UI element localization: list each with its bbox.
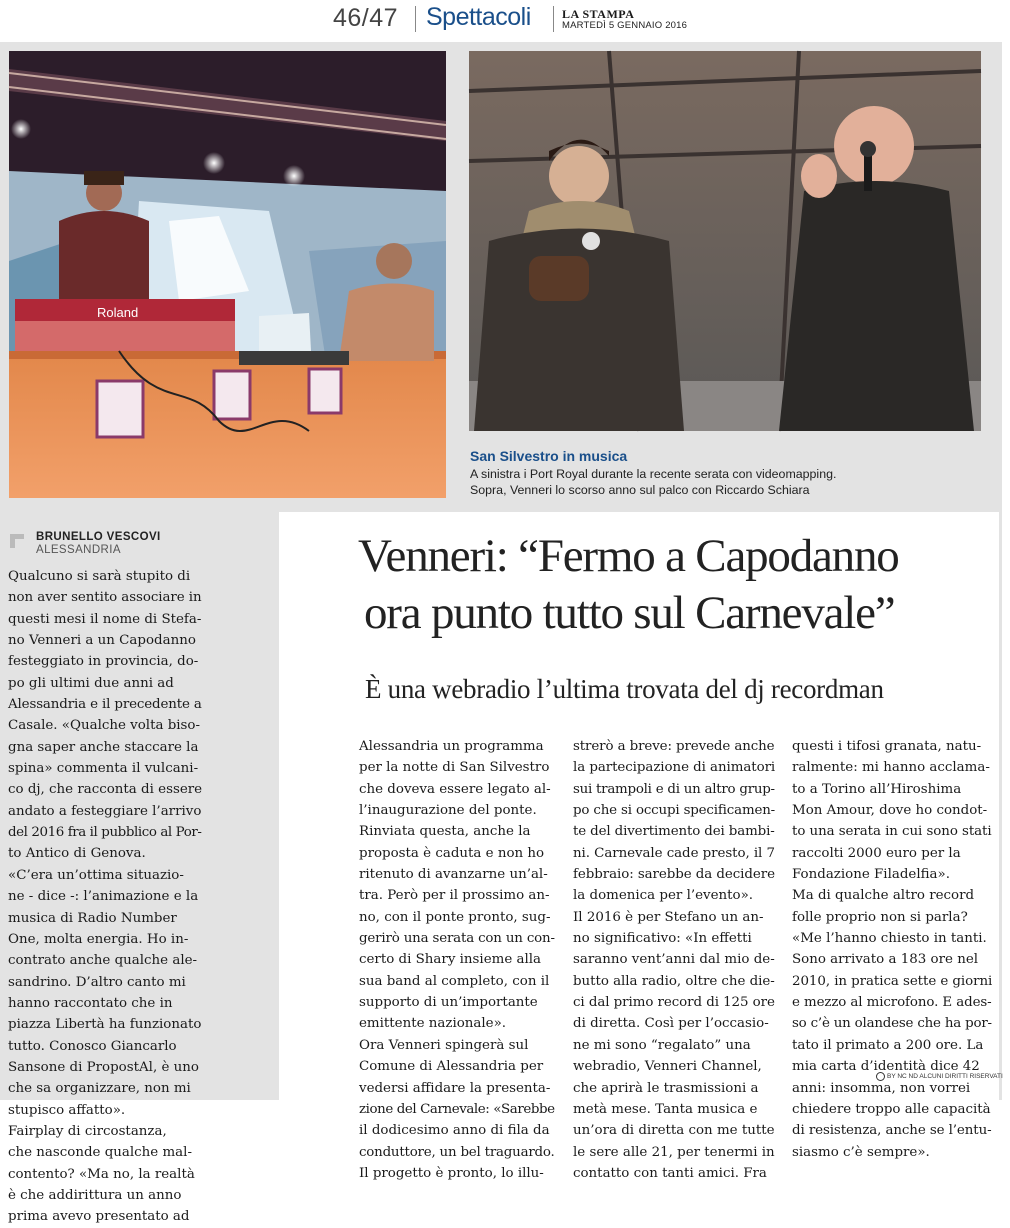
text-line: no, con il ponte pronto, sug- — [359, 909, 551, 925]
text-line: sua band al completo, con il — [359, 973, 550, 989]
two-men-on-stage-icon — [469, 51, 981, 431]
text-line: Mon Amour, dove ho condot- — [792, 803, 988, 819]
text-line: so c’è un olandese che ha por- — [792, 1016, 992, 1032]
caption-text: Sopra, Venneri lo scorso anno sul palco con Riccardo Schiara — [470, 483, 810, 497]
text-line: supporto di un’importante — [359, 995, 538, 1011]
section-title: Spettacoli — [426, 3, 531, 31]
header-divider — [415, 6, 416, 32]
text-line: questi mesi il nome di Stefa- — [8, 611, 202, 627]
text-line: gna saper anche staccare la — [8, 739, 199, 755]
text-line: saranno vent’anni dal mio de- — [573, 952, 775, 968]
text-line: no Venneri a un Capodanno — [8, 633, 196, 649]
issue-date: MARTEDÌ 5 GENNAIO 2016 — [562, 20, 688, 31]
text-line: festeggiato in provincia, do- — [8, 654, 199, 670]
page-numbers: 46/47 — [333, 4, 399, 32]
text-line: febbraio: sarebbe da decidere — [573, 867, 775, 883]
text-line: di resistenza, anche se l’entu- — [792, 1123, 992, 1139]
text-line: Casale. «Qualche volta biso- — [8, 718, 201, 734]
keyboard-brand: Roland — [97, 305, 139, 320]
text-line: Qualcuno si sarà stupito di — [8, 569, 191, 584]
text-line: to a Torino all’Hiroshima — [792, 781, 962, 797]
text-line: che sa organizzare, non mi — [8, 1081, 191, 1097]
text-line: che doveva essere legato al- — [359, 781, 551, 797]
text-line: il dodicesimo anno di fila da — [359, 1123, 550, 1139]
text-line: One, molta energia. Ho in- — [8, 931, 189, 947]
text-line: sandrino. D’altro canto mi — [8, 974, 186, 990]
text-line: di diretta. Così per l’occasio- — [573, 1016, 769, 1032]
text-line: ni. Carnevale cade presto, il 7 — [573, 845, 775, 861]
text-line: tra. Però per il prossimo an- — [359, 888, 550, 904]
text-line: strerò a breve: prevede anche — [573, 739, 775, 754]
text-line: tutto. Conosco Giancarlo — [8, 1038, 177, 1054]
text-line: è che addirittura un anno — [8, 1187, 182, 1203]
text-line: Il 2016 è per Stefano un an- — [573, 909, 764, 925]
text-line: sui trampoli e di un altro grup- — [573, 781, 775, 797]
text-line: la partecipazione di animatori — [573, 760, 776, 776]
copyright-notice — [876, 1072, 1003, 1081]
text-line: no significativo: «In effetti — [573, 931, 752, 947]
text-line: ci dal primo record di 125 ore — [573, 995, 775, 1011]
text-line: webradio, Venneri Channel, — [573, 1059, 762, 1075]
byline-corner-mark — [10, 534, 24, 548]
text-line: gerirò una serata con un con- — [359, 931, 555, 947]
text-line: questi i tifosi granata, natu- — [792, 739, 982, 754]
text-line: mia carta d’identità dice 42 — [792, 1059, 980, 1075]
text-line: tato il primato a 200 ore. La — [792, 1037, 984, 1053]
text-line: piazza Libertà ha funzionato — [8, 1017, 202, 1033]
masthead: LA STAMPA — [562, 7, 635, 21]
text-line: «C’era un’ottima situazio- — [8, 867, 184, 883]
text-line: contrato anche qualche ale- — [8, 953, 198, 969]
text-line: prima avevo presentato ad — [8, 1209, 190, 1225]
caption-text: A sinistra i Port Royal durante la recente serata con videomapping. — [470, 467, 837, 481]
text-line: certo di Shary insieme alla — [359, 952, 542, 968]
text-line: folle proprio non si parla? — [792, 909, 968, 925]
photo-port-royal-stage — [9, 51, 446, 498]
text-line: contento? «Ma no, la realtà — [8, 1166, 195, 1182]
text-line: co dj, che racconta di essere — [8, 782, 203, 798]
text-line: ne mi sono “regalato” una — [573, 1037, 751, 1053]
body-column-2 — [359, 736, 555, 1184]
text-line: to una serata in cui sono stati — [792, 824, 992, 840]
text-line: che nasconde qualche mal- — [8, 1145, 192, 1161]
text-line: te del divertimento dei bambi- — [573, 824, 775, 840]
text-line: raccolti 2000 euro per la — [792, 845, 961, 861]
text-line: Sansone di PropostAl, è uno — [8, 1059, 199, 1075]
body-column-3 — [573, 736, 775, 1184]
text-line: po che si occupi specificamen- — [573, 803, 776, 819]
headline: Venneri: “Fermo a Capodanno — [358, 530, 899, 582]
copyright-text: BY NC ND ALCUNI DIRITTI RISERVATI — [887, 1073, 1003, 1081]
text-line: Il progetto è pronto, lo illu- — [359, 1165, 544, 1181]
text-line: ralmente: mi hanno acclama- — [792, 760, 990, 776]
text-line: l’inaugurazione del ponte. — [359, 803, 537, 819]
text-line: le sere alle 21, per tenermi in — [573, 1144, 775, 1160]
text-line: ritenuto di avanzarne un’al- — [359, 867, 548, 883]
dateline-place: ALESSANDRIA — [36, 544, 121, 556]
text-line: to Antico di Genova. — [8, 846, 146, 862]
text-line: metà mese. Tanta musica e — [573, 1101, 758, 1117]
text-line: contatto con tanti amici. Fra — [573, 1165, 767, 1181]
text-line: Rinviata questa, anche la — [359, 824, 531, 840]
text-line: Alessandria e il precedente a — [8, 697, 202, 713]
text-line: «Me l’hanno chiesto in tanti. — [792, 931, 987, 947]
text-line: chiedere troppo alle capacità — [792, 1101, 991, 1117]
text-line: ne - dice -: l’animazione e la — [8, 889, 199, 905]
text-line: Comune di Alessandria per — [359, 1059, 544, 1075]
text-line: Sono arrivato a 183 ore nel — [792, 952, 979, 968]
text-line: Fairplay di circostanza, — [8, 1123, 167, 1139]
text-line: la domenica per l’evento». — [573, 888, 754, 904]
text-line: butto alla radio, oltre che die- — [573, 973, 775, 989]
text-line: proposta è caduta e non ho — [359, 845, 545, 861]
text-line: non aver sentito associare in — [8, 590, 202, 606]
text-line: hanno raccontato che in — [8, 995, 173, 1011]
headline: ora punto tutto sul Carnevale” — [364, 587, 895, 639]
text-line: siasmo c’è sempre». — [792, 1144, 930, 1160]
text-line: musica di Radio Number — [8, 910, 177, 926]
text-line: per la notte di San Silvestro — [359, 760, 550, 776]
photo-venneri-on-stage — [469, 51, 981, 431]
text-line: un’ora di diretta con me tutte — [573, 1123, 775, 1139]
page-header — [0, 0, 1010, 40]
text-line: emittente nazionale». — [359, 1016, 507, 1032]
stage-with-musicians-icon — [9, 51, 446, 498]
text-line: e mezzo al microfono. E ades- — [792, 995, 992, 1011]
text-line: che aprirà le trasmissioni a — [573, 1080, 759, 1096]
text-line: Alessandria un programma — [359, 739, 544, 754]
text-line: 2010, in pratica sette e giorni — [792, 973, 993, 989]
text-line: spina» commenta il vulcani- — [8, 761, 199, 777]
header-divider — [553, 6, 554, 32]
text-line: anni: insomma, non vorrei — [792, 1080, 971, 1096]
caption-title: San Silvestro in musica — [470, 448, 628, 464]
text-line: vedersi affidare la presenta- — [359, 1080, 551, 1096]
text-line: conduttore, un bel traguardo. — [359, 1144, 555, 1160]
text-line: Ma di qualche altro record — [792, 888, 975, 904]
body-column-1 — [8, 566, 202, 1228]
text-line: Fondazione Filadelfia». — [792, 867, 950, 883]
text-line: Ora Venneri spingerà sul — [359, 1037, 529, 1053]
text-line: po gli ultimi due anni ad — [8, 675, 174, 691]
author-name: BRUNELLO VESCOVI — [36, 531, 161, 543]
text-line: stupisco affatto». — [8, 1102, 126, 1118]
body-column-4 — [792, 736, 992, 1163]
text-line: andato a festeggiare l’arrivo — [8, 803, 202, 819]
text-line: zione del Carnevale: «Sarebbe — [359, 1101, 555, 1117]
subheadline: È una webradio l’ultima trovata del dj recordman — [365, 674, 884, 704]
text-line: del 2016 fra il pubblico al Por- — [8, 825, 202, 841]
creative-commons-icon — [876, 1072, 885, 1081]
